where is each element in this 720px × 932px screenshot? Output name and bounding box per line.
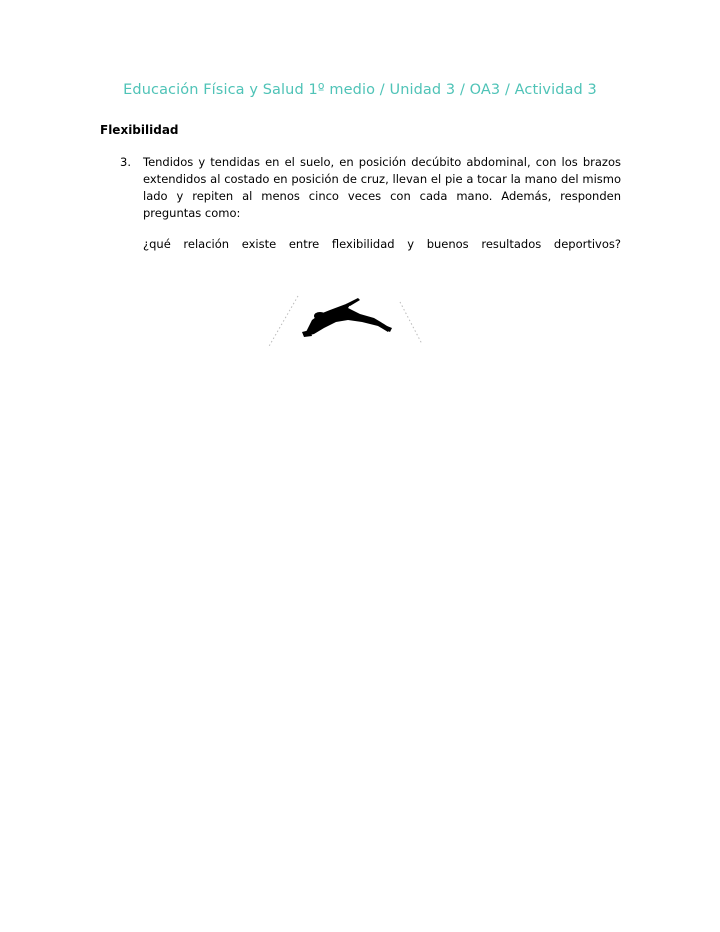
page-header-title: Educación Física y Salud 1º medio / Unidad 3 / OA3 / Actividad 3 <box>123 82 597 98</box>
stretching-figure-illustration <box>262 292 430 352</box>
item-text: Tendidos y tendidas en el suelo, en posición decúbito abdominal, con los brazos extendidos al costado en posición de cruz, llevan el pie a tocar la mano del mismo lado y repiten al menos cinco veces con cada mano. Además, responden preguntas como: <box>143 155 621 220</box>
item-question: ¿qué relación existe entre flexibilidad y buenos resultados deportivos? <box>143 237 621 251</box>
section-title: Flexibilidad <box>100 123 179 137</box>
item-number: 3. <box>120 155 131 169</box>
